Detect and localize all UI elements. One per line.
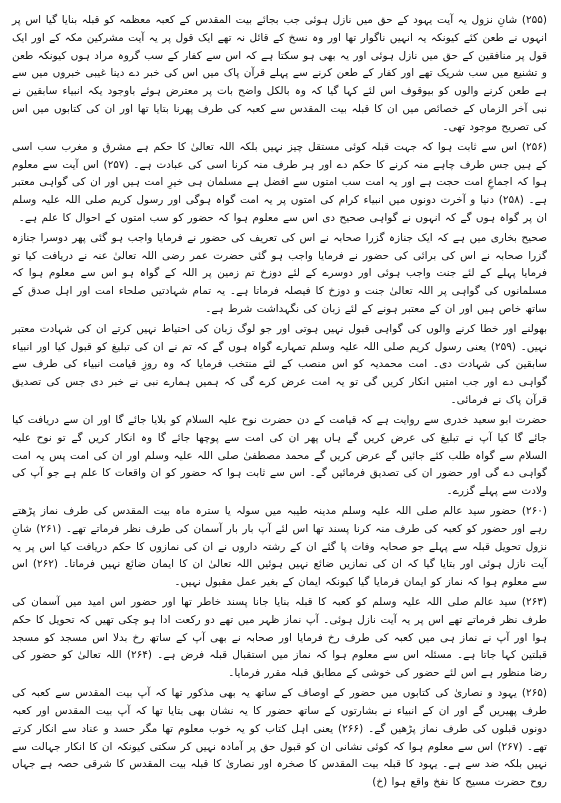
commentary-text <box>12 12 547 792</box>
commentary-paragraph-6: (۲۶۰) حضور سید عالم صلی اللہ علیہ وسلم مدینہ طیبہ میں سولہ یا سترہ ماہ بیت المقدس کی طرف نماز پڑھتے رہے اور حضور کو کعبہ کی طرف منہ کرنا پسند تھا اس لئے آپ بار بار آسمان کی طرف نظر فرماتے تھے۔ (۲۶۱) شانِ نزول تحویل قبلہ سے پہلے جو صحابہ وفات پا گئے ان کے رشتہ داروں نے ان کی نمازوں کا حکم دریافت کیا اس پر یہ آیت نازل ہوئی اور بتایا گیا کہ ان کی نمازیں ضائع نہیں ہوئیں اللہ تعالیٰ ان کا ایمان ضائع نہیں فرماتا۔ (۲۶۲) اس سے معلوم ہوا کہ نماز کو ایمان فرمایا گیا کیونکہ ایمان کے بغیر عمل مقبول نہیں۔ <box>12 504 547 589</box>
commentary-paragraph-7: (۲۶۳) سید عالم صلی اللہ علیہ وسلم کو کعبہ کا قبلہ بنایا جانا پسند خاطر تھا اور حضور اس امید میں آسمان کی طرف نظر فرماتے تھے اس پر یہ آیت نازل ہوئی۔ آپ نماز ظہر میں تھے دو رکعت ادا ہو چکی تھیں کہ تحویل کا حکم ہوا اور آپ نے نماز ہی میں کعبہ کی طرف رخ فرمایا اور صحابہ نے بھی آپ کے ساتھ رخ بدلا اس مسجد کو مسجد قبلتین کہا جاتا ہے۔ مسئلہ اس سے معلوم ہوا کہ نماز میں استقبال قبلہ فرض ہے۔ (۲۶۴) اللہ تعالیٰ کو حضور کی رضا منظور ہے اس لئے حضور کی خوشی کے مطابق قبلہ مقرر فرمایا۔ <box>12 596 547 680</box>
commentary-paragraph-3: صحیح بخاری میں ہے کہ ایک جنازہ گزرا صحابہ نے اس کی تعریف کی حضور نے فرمایا واجب ہو گئی پھر دوسرا جنازہ گزرا صحابہ نے اس کی برائی کی حضور نے فرمایا واجب ہو گئی حضرت عمر رضی اللہ تعالیٰ عنہ نے دریافت کیا تو فرمایا پہلے کے لئے جنت واجب ہوئی اور دوسرے کے لئے دوزخ تم زمین پر اللہ کے گواہ ہو اس سے معلوم ہوا کہ مسلمانوں کی گواہی پر اللہ تعالیٰ جنت و دوزخ کا فیصلہ فرماتا ہے۔ یہ تمام شہادتیں صلحاء امت اور اہل صدق کے ساتھ خاص ہیں اور ان کے معتبر ہونے کے لئے زبان کی نگہداشت شرط ہے۔ <box>12 231 547 315</box>
commentary-paragraph-8: (۲۶۵) یہود و نصاریٰ کی کتابوں میں حضور کے اوصاف کے ساتھ یہ بھی مذکور تھا کہ آپ بیت المقدس سے کعبہ کی طرف پھیریں گے اور ان کے انبیاء نے بشارتوں کے ساتھ حضور کا یہ نشان بھی بتایا تھا کہ آپ بیت المقدس اور کعبہ دونوں قبلوں کی طرف نماز پڑھیں گے۔ (۲۶۶) یعنی اہل کتاب کو یہ خوب معلوم تھا مگر حسد و عناد سے انکار کرتے تھے۔ (۲۶۷) اس سے معلوم ہوا کہ کوئی نشانی ان کو قبول حق پر آمادہ نہیں کر سکتی کیونکہ ان کا انکار جہالت سے نہیں بلکہ ضد سے ہے۔ یہود کا قبلہ بیت المقدس کا صخرہ اور نصاریٰ کا قبلہ بیت المقدس کا شرقی حصہ ہے جہاں روح حضرت مسیح کا نفخ واقع ہوا (خ) <box>12 687 547 789</box>
commentary-paragraph-4: بھولنے اور خطا کرنے والوں کی گواہی قبول نہیں ہوتی اور جو لوگ زبان کی احتیاط نہیں کرتے ان کی شہادت معتبر نہیں۔ (۲۵۹) یعنی رسول کریم صلی اللہ علیہ وسلم تمہارے گواہ ہوں گے کہ تم نے ان کی تبلیغ کو قبول کیا اور انبیاء سابقین کی شہادت دی۔ امت محمدیہ کو اس منصب کے لئے منتخب فرمایا کہ وہ روزِ قیامت انبیاء کی طرف سے گواہی دے اور جب امتیں انکار کریں گی تو یہ امت عرض کرے گی کہ ہمیں ہمارے نبی نے خبر دی جس کی تصدیق قرآن پاک نے فرمائی۔ <box>12 322 547 407</box>
commentary-paragraph-5: حضرت ابو سعید خدری سے روایت ہے کہ قیامت کے دن حضرت نوح علیہ السلام کو بلایا جائے گا اور ان سے دریافت کیا جائے گا کیا آپ نے تبلیغ کی عرض کریں گے ہاں پھر ان کی امت سے پوچھا جائے گا وہ انکار کریں گے تو نوح علیہ السلام سے گواہ طلب کئے جائیں گے عرض کریں گے محمد مصطفیٰ صلی اللہ علیہ وسلم اور ان کی امت پس یہ امت گواہی دے گی اور حضور ان کی تصدیق فرمائیں گے۔ اس سے ثابت ہوا کہ حضور کو ان واقعات کا علم ہے جو آپ کی ولادت سے پہلے گزرے۔ <box>12 413 547 498</box>
commentary-paragraph-2: (۲۵۶) اس سے ثابت ہوا کہ جہت قبلہ کوئی مستقل چیز نہیں بلکہ اللہ تعالیٰ کا حکم ہے مشرق و مغرب سب اسی کے ہیں جس طرف چاہے منہ کرنے کا حکم دے اور ہر طرف منہ کرنا اسی کی عبادت ہے۔ (۲۵۷) اس آیت سے معلوم ہوا کہ اجماعِ امت حجت ہے اور یہ امت سب امتوں سے افضل ہے مسلمان ہی خیرِ امت ہیں اور ان کی گواہی معتبر ہے۔ (۲۵۸) دنیا و آخرت دونوں میں انبیاء کرام کی امتوں پر یہ امت گواہ ہوگی اور رسول کریم صلی اللہ علیہ وسلم ان پر گواہ ہوں گے کہ انہوں نے گواہی صحیح دی اس سے معلوم ہوا کہ حضور کو سب امتوں کے احوال کا علم ہے۔ <box>12 140 548 224</box>
commentary-paragraph-1: (۲۵۵) شانِ نزول یہ آیت یہود کے حق میں نازل ہوئی جب بجائے بیت المقدس کے کعبہ معظمہ کو قبلہ بنایا گیا اس پر انہوں نے طعن کئے کیونکہ یہ انہیں ناگوار تھا اور وہ نسخ کے قائل نہ تھے ایک قول پر یہ آیت مشرکین مکہ کے اور ایک قول پر منافقین کے حق میں نازل ہوئی اور یہ بھی ہو سکتا ہے کہ اس سے کفار کے سب گروہ مراد ہوں کیونکہ طعن و تشنیع میں سب شریک تھے اور کفار کے طعن کرنے سے پہلے قرآن پاک میں اس کی خبر دے دینا غیبی خبروں میں سے ہے طعن کرنے والوں کو بیوقوف اس لئے کہا گیا کہ وہ بالکل واضح بات پر معترض ہوئے باوجود یکہ انبیاء سابقین نے نبی آخر الزماں کے خصائص میں ان کا قبلہ بیت المقدس سے کعبہ کی طرف پھرنا بتایا تھا اور ان کی کتابوں میں اس کی تصریح موجود تھی۔ <box>12 14 547 133</box>
